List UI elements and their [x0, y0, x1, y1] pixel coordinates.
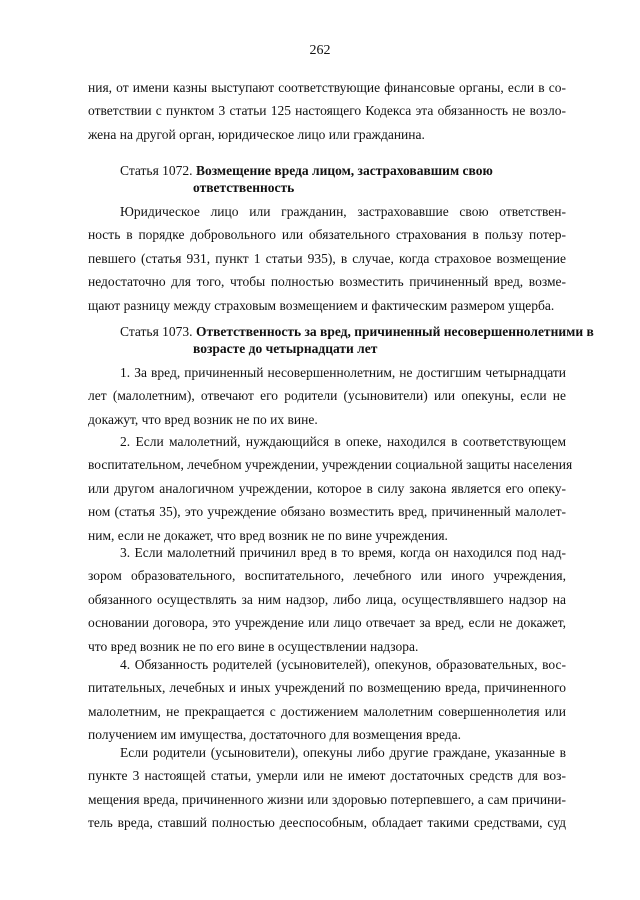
- text-line: 2. Если малолетний, нуждающийся в опеке, находился в соответствующем: [120, 434, 566, 449]
- text-line: 3. Если малолетний причинил вред в то время, когда он находился под над-: [120, 545, 566, 560]
- article-1073-paragraph-2: [88, 430, 573, 547]
- text-line: получением им имущества, достаточного для возмещения вреда.: [88, 727, 461, 743]
- text-line: ним, если не докажет, что вред возник не по вине учреждения.: [88, 527, 448, 543]
- article-1073-paragraph-5: [88, 741, 566, 835]
- text-line: недостаточно для того, чтобы полностью возместить причиненный вред, возме-: [88, 274, 566, 290]
- article-title-continuation: ответственность: [193, 180, 295, 195]
- text-line: пункте 3 настоящей статьи, умерли или не имеют достаточных средств для воз-: [88, 768, 566, 784]
- article-1073-paragraph-3: [88, 541, 566, 658]
- text-line: Юридическое лицо или гражданин, застраховавшие свою ответствен-: [120, 204, 566, 219]
- article-number: Статья 1072.: [120, 163, 193, 178]
- article-1072-heading: [120, 162, 570, 196]
- text-line: зором образовательного, воспитательного, лечебного или иного учреждения,: [88, 568, 566, 584]
- text-line: воспитательном, лечебном учреждении, учреждении социальной защиты населения: [88, 457, 573, 473]
- text-line: малолетним, не прекращается с достижением малолетним совершеннолетия или: [88, 703, 566, 719]
- article-title: Возмещение вреда лицом, застраховавшим свою: [195, 163, 493, 178]
- text-line: или другом аналогичном учреждении, которое в силу закона является его опеку-: [88, 480, 566, 496]
- text-line: лет (малолетним), отвечают его родители (усыновители) или опекуны, если не: [88, 388, 566, 404]
- text-line: жена на другой орган, юридическое лицо или гражданина.: [88, 126, 425, 142]
- text-line: певшего (статья 931, пункт 1 статьи 935), в случае, когда страховое возмещение: [88, 250, 566, 266]
- article-1073-paragraph-4: [88, 653, 566, 747]
- text-line: ния, от имени казны выступают соответствующие финансовые органы, если в со-: [88, 80, 566, 95]
- text-line: щают разницу между страховым возмещением и фактическим размером ущерба.: [88, 297, 555, 313]
- text-line: ном (статья 35), это учреждение обязано возместить вред, причиненный малолет-: [88, 504, 566, 520]
- text-line: ность в порядке добровольного или обязательного страхования в пользу потер-: [88, 227, 566, 243]
- intro-paragraph: [88, 76, 566, 146]
- text-line: 4. Обязанность родителей (усыновителей), опекунов, образовательных, вос-: [120, 657, 566, 672]
- page-number: 262: [309, 43, 331, 58]
- article-number: Статья 1073.: [120, 324, 193, 339]
- text-line: питательных, лечебных и иных учреждений по возмещению вреда, причиненного: [88, 680, 566, 696]
- article-title-continuation: возрасте до четырнадцати лет: [193, 341, 378, 356]
- text-line: мещения вреда, причиненного жизни или здоровью потерпевшего, а сам причини-: [88, 791, 566, 807]
- text-line: обязанного осуществлять за ним надзор, либо лица, осуществлявшего надзор на: [88, 591, 566, 607]
- article-1072-body: [88, 200, 566, 317]
- text-line: 1. За вред, причиненный несовершеннолетним, не достигшим четырнадцати: [120, 365, 566, 380]
- article-1073-heading: [120, 323, 594, 357]
- text-line: основании договора, это учреждение или лицо отвечает за вред, если не докажет,: [88, 615, 566, 631]
- text-line: ответствии с пунктом 3 статьи 125 настоящего Кодекса эта обязанность не возло-: [88, 103, 566, 119]
- article-1073-paragraph-1: [88, 361, 566, 431]
- text-line: Если родители (усыновители), опекуны либо другие граждане, указанные в: [120, 745, 566, 760]
- text-line: что вред возник не по его вине в осуществлении надзора.: [88, 638, 419, 654]
- text-line: докажут, что вред возник не по их вине.: [88, 411, 318, 427]
- text-line: тель вреда, ставший полностью дееспособным, обладает такими средствами, суд: [88, 815, 566, 831]
- article-title: Ответственность за вред, причиненный несовершеннолетними в: [195, 324, 594, 339]
